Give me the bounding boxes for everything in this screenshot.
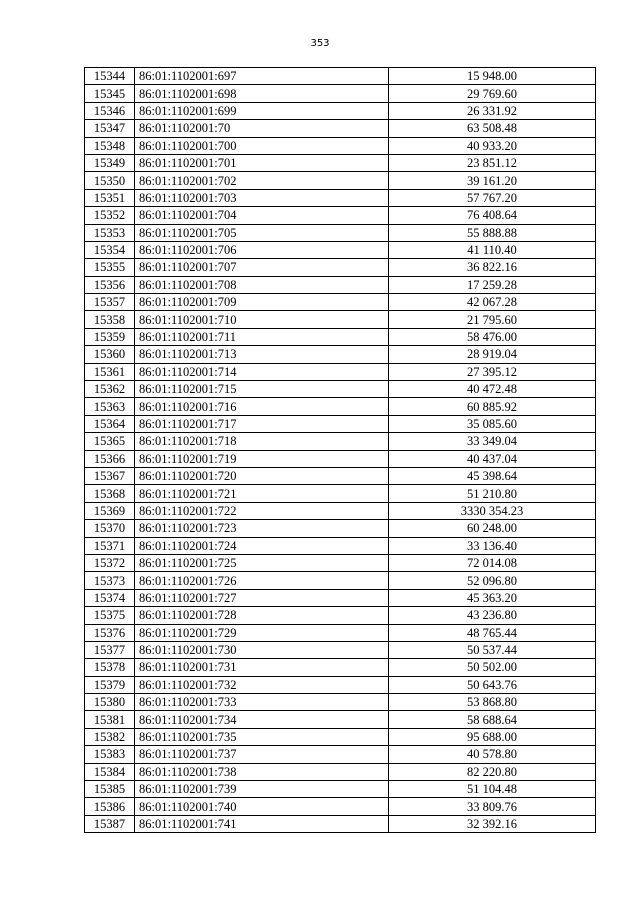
table-row <box>85 68 596 85</box>
table-row <box>85 398 596 415</box>
cadastral-number-cell: 86:01:1102001:727 <box>135 589 389 606</box>
cadastral-number-cell: 86:01:1102001:726 <box>135 572 389 589</box>
row-number-cell: 15379 <box>85 676 135 693</box>
row-number-cell: 15380 <box>85 694 135 711</box>
cadastral-number-cell: 86:01:1102001:701 <box>135 154 389 171</box>
row-number-cell: 15352 <box>85 207 135 224</box>
table-row <box>85 520 596 537</box>
value-cell: 21 795.60 <box>389 311 596 328</box>
row-number-cell: 15371 <box>85 537 135 554</box>
cadastral-number-cell: 86:01:1102001:707 <box>135 259 389 276</box>
value-cell: 50 537.44 <box>389 641 596 658</box>
row-number-cell: 15346 <box>85 102 135 119</box>
value-cell: 28 919.04 <box>389 346 596 363</box>
value-cell: 95 688.00 <box>389 728 596 745</box>
value-cell: 33 136.40 <box>389 537 596 554</box>
table-row <box>85 120 596 137</box>
cadastral-number-cell: 86:01:1102001:713 <box>135 346 389 363</box>
cadastral-number-cell: 86:01:1102001:722 <box>135 502 389 519</box>
table-row <box>85 259 596 276</box>
table-row <box>85 537 596 554</box>
row-number-cell: 15385 <box>85 781 135 798</box>
table-row <box>85 294 596 311</box>
value-cell: 40 472.48 <box>389 381 596 398</box>
cadastral-number-cell: 86:01:1102001:710 <box>135 311 389 328</box>
cadastral-number-cell: 86:01:1102001:731 <box>135 659 389 676</box>
table-row <box>85 381 596 398</box>
cadastral-number-cell: 86:01:1102001:705 <box>135 224 389 241</box>
cadastral-number-cell: 86:01:1102001:703 <box>135 189 389 206</box>
table-row <box>85 502 596 519</box>
value-cell: 33 809.76 <box>389 798 596 815</box>
cadastral-number-cell: 86:01:1102001:715 <box>135 381 389 398</box>
value-cell: 36 822.16 <box>389 259 596 276</box>
row-number-cell: 15366 <box>85 450 135 467</box>
value-cell: 76 408.64 <box>389 207 596 224</box>
cadastral-number-cell: 86:01:1102001:70 <box>135 120 389 137</box>
value-cell: 52 096.80 <box>389 572 596 589</box>
cadastral-number-cell: 86:01:1102001:708 <box>135 276 389 293</box>
table-row <box>85 641 596 658</box>
row-number-cell: 15348 <box>85 137 135 154</box>
row-number-cell: 15344 <box>85 68 135 85</box>
cadastral-number-cell: 86:01:1102001:725 <box>135 554 389 571</box>
table-row <box>85 467 596 484</box>
value-cell: 53 868.80 <box>389 694 596 711</box>
cadastral-number-cell: 86:01:1102001:699 <box>135 102 389 119</box>
row-number-cell: 15353 <box>85 224 135 241</box>
value-cell: 58 688.64 <box>389 711 596 728</box>
row-number-cell: 15372 <box>85 554 135 571</box>
cadastral-number-cell: 86:01:1102001:704 <box>135 207 389 224</box>
table-row <box>85 676 596 693</box>
cadastral-number-cell: 86:01:1102001:737 <box>135 746 389 763</box>
row-number-cell: 15347 <box>85 120 135 137</box>
row-number-cell: 15367 <box>85 467 135 484</box>
table-row <box>85 85 596 102</box>
row-number-cell: 15387 <box>85 815 135 832</box>
row-number-cell: 15365 <box>85 433 135 450</box>
table-row <box>85 241 596 258</box>
table-row <box>85 346 596 363</box>
table-row <box>85 137 596 154</box>
table-row <box>85 450 596 467</box>
cadastral-number-cell: 86:01:1102001:739 <box>135 781 389 798</box>
table-row <box>85 328 596 345</box>
row-number-cell: 15374 <box>85 589 135 606</box>
table-row <box>85 172 596 189</box>
value-cell: 40 578.80 <box>389 746 596 763</box>
value-cell: 60 885.92 <box>389 398 596 415</box>
row-number-cell: 15362 <box>85 381 135 398</box>
row-number-cell: 15368 <box>85 485 135 502</box>
cadastral-number-cell: 86:01:1102001:706 <box>135 241 389 258</box>
table-row <box>85 189 596 206</box>
cadastral-number-cell: 86:01:1102001:697 <box>135 68 389 85</box>
value-cell: 15 948.00 <box>389 68 596 85</box>
table-row <box>85 433 596 450</box>
table-row <box>85 746 596 763</box>
cadastral-number-cell: 86:01:1102001:732 <box>135 676 389 693</box>
value-cell: 33 349.04 <box>389 433 596 450</box>
value-cell: 51 210.80 <box>389 485 596 502</box>
value-cell: 17 259.28 <box>389 276 596 293</box>
table-row <box>85 415 596 432</box>
cadastral-number-cell: 86:01:1102001:698 <box>135 85 389 102</box>
cadastral-number-cell: 86:01:1102001:719 <box>135 450 389 467</box>
table-row <box>85 659 596 676</box>
cadastral-number-cell: 86:01:1102001:709 <box>135 294 389 311</box>
row-number-cell: 15364 <box>85 415 135 432</box>
value-cell: 40 933.20 <box>389 137 596 154</box>
table-row <box>85 815 596 832</box>
cadastral-number-cell: 86:01:1102001:711 <box>135 328 389 345</box>
row-number-cell: 15345 <box>85 85 135 102</box>
cadastral-number-cell: 86:01:1102001:723 <box>135 520 389 537</box>
value-cell: 41 110.40 <box>389 241 596 258</box>
table-row <box>85 276 596 293</box>
value-cell: 48 765.44 <box>389 624 596 641</box>
value-cell: 42 067.28 <box>389 294 596 311</box>
value-cell: 51 104.48 <box>389 781 596 798</box>
value-cell: 27 395.12 <box>389 363 596 380</box>
row-number-cell: 15355 <box>85 259 135 276</box>
table-row <box>85 572 596 589</box>
table-row <box>85 311 596 328</box>
cadastral-number-cell: 86:01:1102001:724 <box>135 537 389 554</box>
table-row <box>85 763 596 780</box>
row-number-cell: 15376 <box>85 624 135 641</box>
row-number-cell: 15360 <box>85 346 135 363</box>
table-row <box>85 363 596 380</box>
value-cell: 23 851.12 <box>389 154 596 171</box>
row-number-cell: 15358 <box>85 311 135 328</box>
cadastral-number-cell: 86:01:1102001:729 <box>135 624 389 641</box>
cadastral-number-cell: 86:01:1102001:716 <box>135 398 389 415</box>
cadastral-number-cell: 86:01:1102001:721 <box>135 485 389 502</box>
cadastral-number-cell: 86:01:1102001:717 <box>135 415 389 432</box>
table-row <box>85 485 596 502</box>
cadastral-number-cell: 86:01:1102001:718 <box>135 433 389 450</box>
value-cell: 29 769.60 <box>389 85 596 102</box>
row-number-cell: 15359 <box>85 328 135 345</box>
row-number-cell: 15377 <box>85 641 135 658</box>
table-row <box>85 624 596 641</box>
value-cell: 57 767.20 <box>389 189 596 206</box>
table-row <box>85 798 596 815</box>
row-number-cell: 15351 <box>85 189 135 206</box>
value-cell: 50 502.00 <box>389 659 596 676</box>
row-number-cell: 15373 <box>85 572 135 589</box>
value-cell: 58 476.00 <box>389 328 596 345</box>
value-cell: 72 014.08 <box>389 554 596 571</box>
row-number-cell: 15363 <box>85 398 135 415</box>
row-number-cell: 15349 <box>85 154 135 171</box>
cadastral-number-cell: 86:01:1102001:741 <box>135 815 389 832</box>
value-cell: 35 085.60 <box>389 415 596 432</box>
cadastral-number-cell: 86:01:1102001:734 <box>135 711 389 728</box>
table-row <box>85 607 596 624</box>
table-row <box>85 711 596 728</box>
value-cell: 55 888.88 <box>389 224 596 241</box>
cadastral-number-cell: 86:01:1102001:730 <box>135 641 389 658</box>
registry-table <box>84 67 596 833</box>
table-row <box>85 694 596 711</box>
table-row <box>85 207 596 224</box>
cadastral-number-cell: 86:01:1102001:733 <box>135 694 389 711</box>
cadastral-number-cell: 86:01:1102001:728 <box>135 607 389 624</box>
row-number-cell: 15381 <box>85 711 135 728</box>
value-cell: 82 220.80 <box>389 763 596 780</box>
table-row <box>85 102 596 119</box>
value-cell: 50 643.76 <box>389 676 596 693</box>
row-number-cell: 15382 <box>85 728 135 745</box>
cadastral-number-cell: 86:01:1102001:702 <box>135 172 389 189</box>
value-cell: 3330 354.23 <box>389 502 596 519</box>
value-cell: 60 248.00 <box>389 520 596 537</box>
row-number-cell: 15357 <box>85 294 135 311</box>
value-cell: 40 437.04 <box>389 450 596 467</box>
value-cell: 43 236.80 <box>389 607 596 624</box>
value-cell: 63 508.48 <box>389 120 596 137</box>
cadastral-number-cell: 86:01:1102001:738 <box>135 763 389 780</box>
row-number-cell: 15350 <box>85 172 135 189</box>
page-number: 353 <box>310 38 330 49</box>
row-number-cell: 15386 <box>85 798 135 815</box>
table-row <box>85 224 596 241</box>
row-number-cell: 15384 <box>85 763 135 780</box>
cadastral-number-cell: 86:01:1102001:735 <box>135 728 389 745</box>
cadastral-number-cell: 86:01:1102001:714 <box>135 363 389 380</box>
row-number-cell: 15356 <box>85 276 135 293</box>
table-row <box>85 589 596 606</box>
row-number-cell: 15354 <box>85 241 135 258</box>
value-cell: 26 331.92 <box>389 102 596 119</box>
cadastral-number-cell: 86:01:1102001:720 <box>135 467 389 484</box>
table-row <box>85 728 596 745</box>
table-row <box>85 554 596 571</box>
row-number-cell: 15361 <box>85 363 135 380</box>
table-row <box>85 781 596 798</box>
row-number-cell: 15375 <box>85 607 135 624</box>
value-cell: 39 161.20 <box>389 172 596 189</box>
table-row <box>85 154 596 171</box>
row-number-cell: 15370 <box>85 520 135 537</box>
cadastral-number-cell: 86:01:1102001:740 <box>135 798 389 815</box>
value-cell: 45 363.20 <box>389 589 596 606</box>
row-number-cell: 15369 <box>85 502 135 519</box>
row-number-cell: 15383 <box>85 746 135 763</box>
value-cell: 45 398.64 <box>389 467 596 484</box>
value-cell: 32 392.16 <box>389 815 596 832</box>
cadastral-number-cell: 86:01:1102001:700 <box>135 137 389 154</box>
row-number-cell: 15378 <box>85 659 135 676</box>
table-body <box>85 68 596 833</box>
